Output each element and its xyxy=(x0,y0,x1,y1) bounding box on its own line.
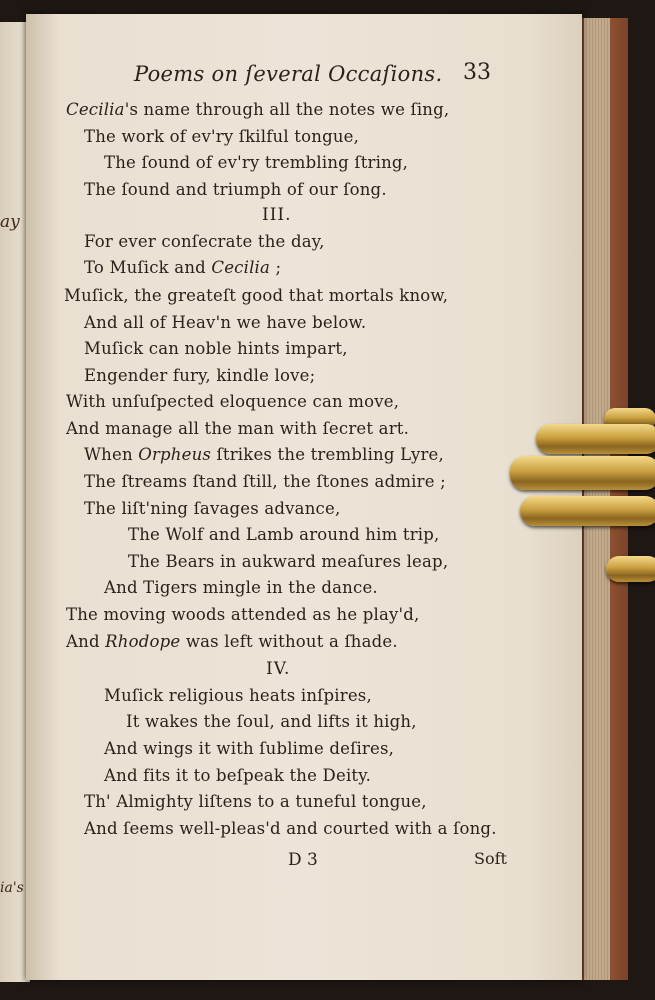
verse-line: The Bears in aukward meaſures leap, xyxy=(128,552,449,571)
holder-finger xyxy=(520,496,655,526)
verse-line: The Wolf and Lamb around him trip, xyxy=(128,525,440,544)
verse-line: Muſick can noble hints impart, xyxy=(84,339,348,358)
facing-page-fragment: ay xyxy=(0,212,20,232)
signature-mark: D 3 xyxy=(288,850,318,870)
verse-line: And fits it to beſpeak the Deity. xyxy=(104,766,372,785)
stanza-heading: IV. xyxy=(266,659,291,679)
brass-page-holder xyxy=(508,408,655,588)
stanza-heading: III. xyxy=(262,205,292,225)
verse-line: The ſtreams ſtand ſtill, the ſtones admire ; xyxy=(84,472,446,491)
verse-line: The moving woods attended as he play'd, xyxy=(66,605,420,624)
verse-line: With unſuſpected eloquence can move, xyxy=(66,392,400,411)
page-number: 33 xyxy=(463,60,491,85)
facing-page-fragment: ia's xyxy=(0,880,24,896)
holder-finger xyxy=(510,456,655,490)
verse-line: And ſeems well-pleas'd and courted with a ſong. xyxy=(84,819,497,838)
verse-line: When Orpheus ſtrikes the trembling Lyre, xyxy=(84,445,444,464)
verse-line: The ſound and triumph of our ſong. xyxy=(84,180,387,199)
verse-line: The liſt'ning ſavages advance, xyxy=(84,499,341,518)
verse-line: And Rhodope was left without a ſhade. xyxy=(66,632,398,651)
verse-line: Muſick, the greateſt good that mortals know, xyxy=(64,286,449,305)
verse-line: It wakes the ſoul, and lifts it high, xyxy=(126,712,417,731)
verse-line: And manage all the man with ſecret art. xyxy=(66,419,410,438)
verse-line: The work of ev'ry ſkilful tongue, xyxy=(84,127,360,146)
verse-line: And wings it with ſublime deſires, xyxy=(104,739,395,758)
running-head: Poems on ſeveral Occaſions. xyxy=(134,62,443,86)
holder-finger xyxy=(536,424,655,454)
verse-line: Engender fury, kindle love; xyxy=(84,366,316,385)
verse-line: To Muſick and Cecilia ; xyxy=(84,258,282,277)
verse-line: The ſound of ev'ry trembling ſtring, xyxy=(104,153,409,172)
verse-line: And all of Heav'n we have below. xyxy=(84,313,367,332)
verse-line: And Tigers mingle in the dance. xyxy=(104,578,378,597)
verse-line: Muſick religious heats inſpires, xyxy=(104,686,372,705)
verse-line: Th' Almighty liſtens to a tuneful tongue, xyxy=(84,792,427,811)
holder-finger xyxy=(606,556,655,582)
verse-line: For ever conſecrate the day, xyxy=(84,232,325,251)
verse-line: Cecilia's name through all the notes we ſing, xyxy=(66,100,450,119)
catchword: Soft xyxy=(474,849,507,868)
